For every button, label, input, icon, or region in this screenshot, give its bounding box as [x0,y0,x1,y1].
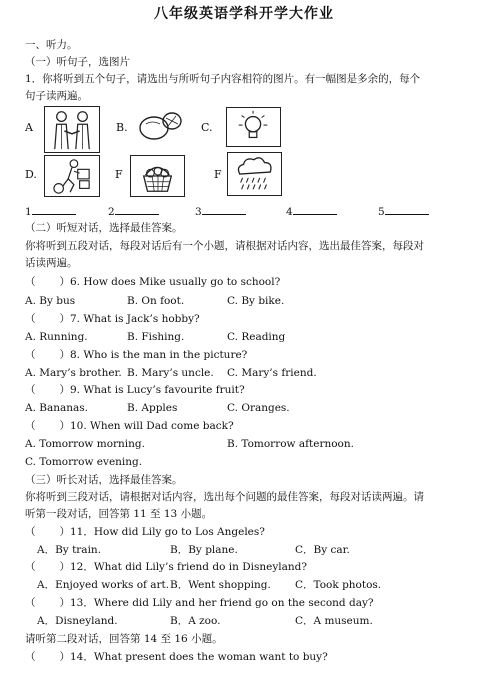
q10-option-c: C. Tomorrow evening. [25,456,143,468]
lightbulb-icon [226,107,281,147]
answer-blank-3[interactable]: 3 [195,203,246,219]
q6-option-c: C. By bike. [227,295,285,307]
q8-option-c: C. Mary’s friend. [227,367,317,379]
picture-label-b: B. [116,121,128,134]
answer-blank-2[interactable]: 2 [108,203,159,219]
picture-label-a: A [25,121,33,134]
page-title: 八年级英语学科开学大作业 [154,6,334,22]
fruit-basket-icon [130,155,185,197]
part2-heading: （二）听短对话，选择最佳答案。 [25,222,183,234]
question-9: （ ）9. What is Lucy’s favourite fruit? [25,384,245,396]
q13-option-c: C．A museum. [295,615,373,627]
q10-option-b: B. Tomorrow afternoon. [227,438,354,450]
q7-option-c: C. Reading [227,331,286,343]
q11-option-c: C．By car. [295,544,350,556]
q8-option-b: B. Mary’s uncle. [127,367,214,379]
picture-label-d: D. [25,168,37,181]
q13-option-b: B．A zoo. [170,615,221,627]
question-10: （ ）10. When will Dad come back? [25,420,234,432]
picture-label-e: F [115,168,123,181]
part3-instruction-line3: 请听第二段对话，回答第 14 至 16 小题。 [25,633,223,645]
q7-option-b: B. Fishing. [127,331,185,343]
picture-label-f: F [214,168,222,181]
question-11: （ ）11．How did Lily go to Los Angeles? [25,526,265,538]
part1-instruction-line1: 1．你将听到五个句子，请选出与所听句子内容相符的图片。有一幅图是多余的，每个 [25,73,421,85]
part1-heading: （一）听句子，选图片 [25,56,130,68]
part2-instruction-line2: 话读两遍。 [25,257,78,269]
q7-option-a: A. Running. [25,331,88,343]
section-listening-heading: 一、听力。 [25,39,78,51]
q9-option-c: C. Oranges. [227,402,290,414]
q6-option-a: A. By bus [25,295,76,307]
question-14: （ ）14．What present does the woman want to buy? [25,651,328,663]
part3-instruction-line1: 你将听到三段对话，请根据对话内容，选出每个问题的最佳答案，每段对话读两遍。请 [25,491,424,503]
q13-option-a: A．Disneyland. [37,615,118,627]
rain-cloud-icon [227,152,282,196]
q8-option-a: A. Mary’s brother. [25,367,122,379]
q6-option-b: B. On foot. [127,295,185,307]
q12-option-a: A．Enjoyed works of art. [37,579,170,591]
question-13: （ ）13．Where did Lily and her friend go on the second day? [25,597,374,609]
q11-option-a: A．By train. [37,544,102,556]
question-7: （ ）7. What is Jack’s hobby? [25,313,200,325]
part3-heading: （三）听长对话，选择最佳答案。 [25,474,183,486]
q12-option-c: C．Took photos. [295,579,382,591]
q12-option-b: B．Went shopping. [170,579,271,591]
q9-option-a: A. Bananas. [25,402,89,414]
answer-blank-5[interactable]: 5 [378,203,429,219]
answer-blank-4[interactable]: 4 [286,203,337,219]
part1-instruction-line2: 句子读两遍。 [25,90,88,102]
q10-option-a: A. Tomorrow morning. [25,438,145,450]
answer-blank-1[interactable]: 1 [25,203,76,219]
q11-option-b: B．By plane. [170,544,238,556]
part3-instruction-line2: 听第一段对话，回答第 11 至 13 小题。 [25,508,213,520]
handshake-icon [44,106,100,153]
delivery-boy-icon [44,155,100,197]
question-12: （ ）12．What did Lily’s friend do in Disneyland? [25,561,307,573]
part2-instruction-line1: 你将听到五段对话，每段对话后有一个小题，请根据对话内容，选出最佳答案，每段对 [25,240,424,252]
q9-option-b: B. Apples [127,402,178,414]
question-8: （ ）8. Who is the man in the picture? [25,349,248,361]
picture-label-c: C. [201,121,213,134]
lemon-icon [132,106,186,146]
question-6: （ ）6. How does Mike usually go to school? [25,276,281,288]
